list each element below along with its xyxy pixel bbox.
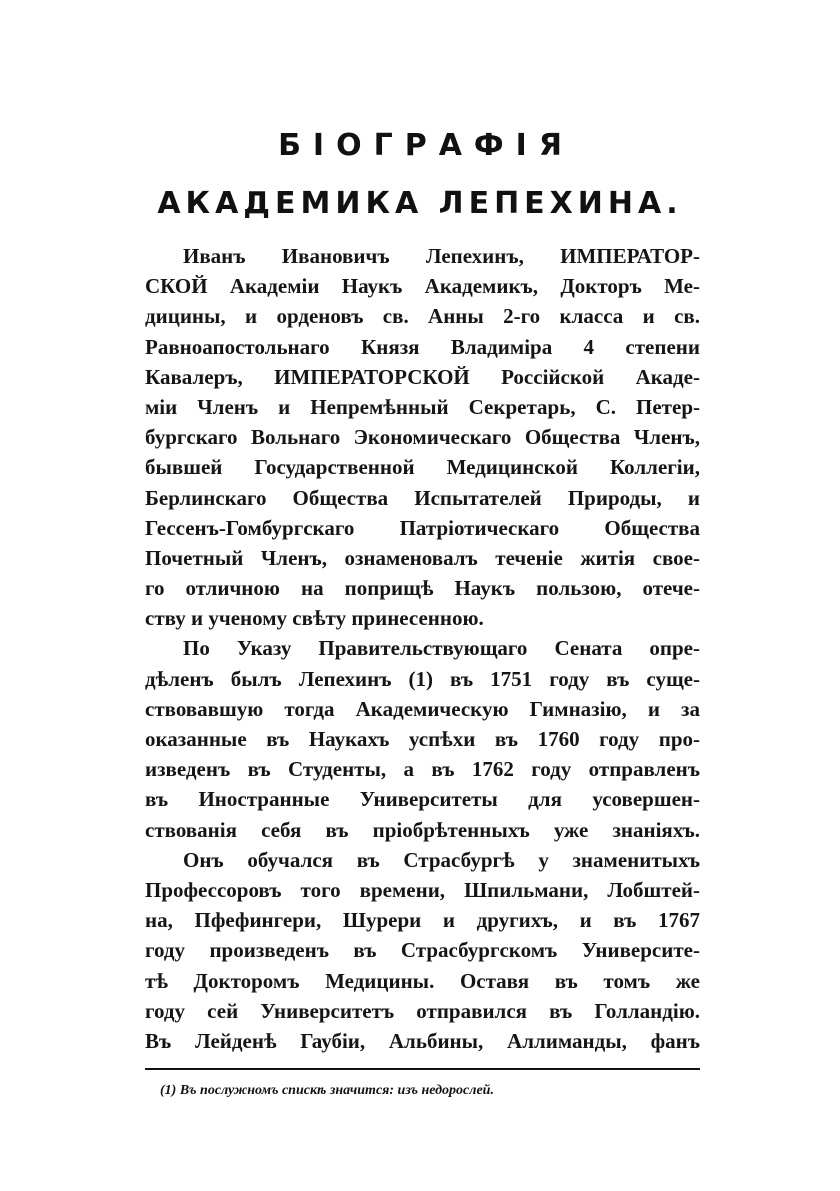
text-line: ствованія себя въ пріобрѣтенныхъ уже знаніяхъ. bbox=[145, 817, 700, 842]
text-line: бывшей Государственной Медицинской Коллегіи, bbox=[145, 455, 700, 480]
text-line: дѣленъ былъ Лепехинъ (1) въ 1751 году въ суще- bbox=[145, 666, 700, 691]
text-line: Кавалеръ, ИМПЕРАТОРСКОЙ Россійской Акаде- bbox=[145, 364, 700, 389]
body-text bbox=[145, 241, 700, 1056]
text-line: Профессоровъ того времени, Шпильмани, Лобштей- bbox=[145, 877, 700, 902]
text-line: міи Членъ и Непремѣнный Секретарь, С. Петер- bbox=[145, 394, 700, 419]
footnote-divider bbox=[145, 1068, 700, 1070]
text-line: Иванъ Ивановичъ Лепехинъ, ИМПЕРАТОР- bbox=[183, 244, 700, 268]
text-line: бургскаго Вольнаго Экономическаго Общества Членъ, bbox=[145, 425, 700, 450]
text-line: Берлинскаго Общества Испытателей Природы, и bbox=[145, 485, 700, 510]
text-line: изведенъ въ Студенты, а въ 1762 году отправленъ bbox=[145, 757, 700, 782]
text-line: го отличною на поприщѣ Наукъ пользою, отече- bbox=[145, 576, 700, 601]
text-line: году произведенъ въ Страсбургскомъ Университе- bbox=[145, 938, 700, 963]
text-line: ству и ученому свѣту принесенною. bbox=[145, 606, 484, 631]
footnote: (1) Въ послужномъ спискѣ значится: изъ недорослей. bbox=[160, 1083, 494, 1098]
text-line: По Указу Правительствующаго Сената опре- bbox=[183, 636, 700, 661]
text-line: Равноапостольнаго Князя Владиміра 4 степени bbox=[145, 334, 700, 359]
text-line: на, Пфефингери, Шурери и другихъ, и въ 1767 bbox=[145, 908, 700, 933]
text-line: въ Иностранные Университеты для усовершен- bbox=[145, 787, 700, 812]
text-line: оказанные въ Наукахъ успѣхи въ 1760 году про- bbox=[145, 727, 700, 751]
text-line: СКОЙ Академіи Наукъ Академикъ, Докторъ Ме- bbox=[145, 274, 700, 299]
text-line: ствовавшую тогда Академическую Гимназію, и за bbox=[145, 696, 700, 721]
text-line: Онъ обучался въ Страсбургѣ у знаменитыхъ bbox=[183, 847, 700, 872]
text-line: тѣ Докторомъ Медицины. Оставя въ томъ же bbox=[145, 968, 700, 993]
text-line: Въ Лейденѣ Гаубіи, Альбины, Аллиманды, фанъ bbox=[145, 1028, 700, 1053]
text-line: году сей Университетъ отправился въ Голландію. bbox=[145, 998, 700, 1023]
text-line: Гессенъ-Гомбургскаго Патріотическаго Общества bbox=[145, 515, 700, 540]
text-line: дицины, и орденовъ св. Анны 2-го класса и св. bbox=[145, 304, 700, 329]
text-line: Почетный Членъ, ознаменовалъ теченіе житія свое- bbox=[145, 545, 700, 570]
title-biography: БІОГРАФІЯ bbox=[278, 128, 574, 163]
title-subject: АКАДЕМИКА ЛЕПЕХИНА. bbox=[157, 186, 683, 221]
